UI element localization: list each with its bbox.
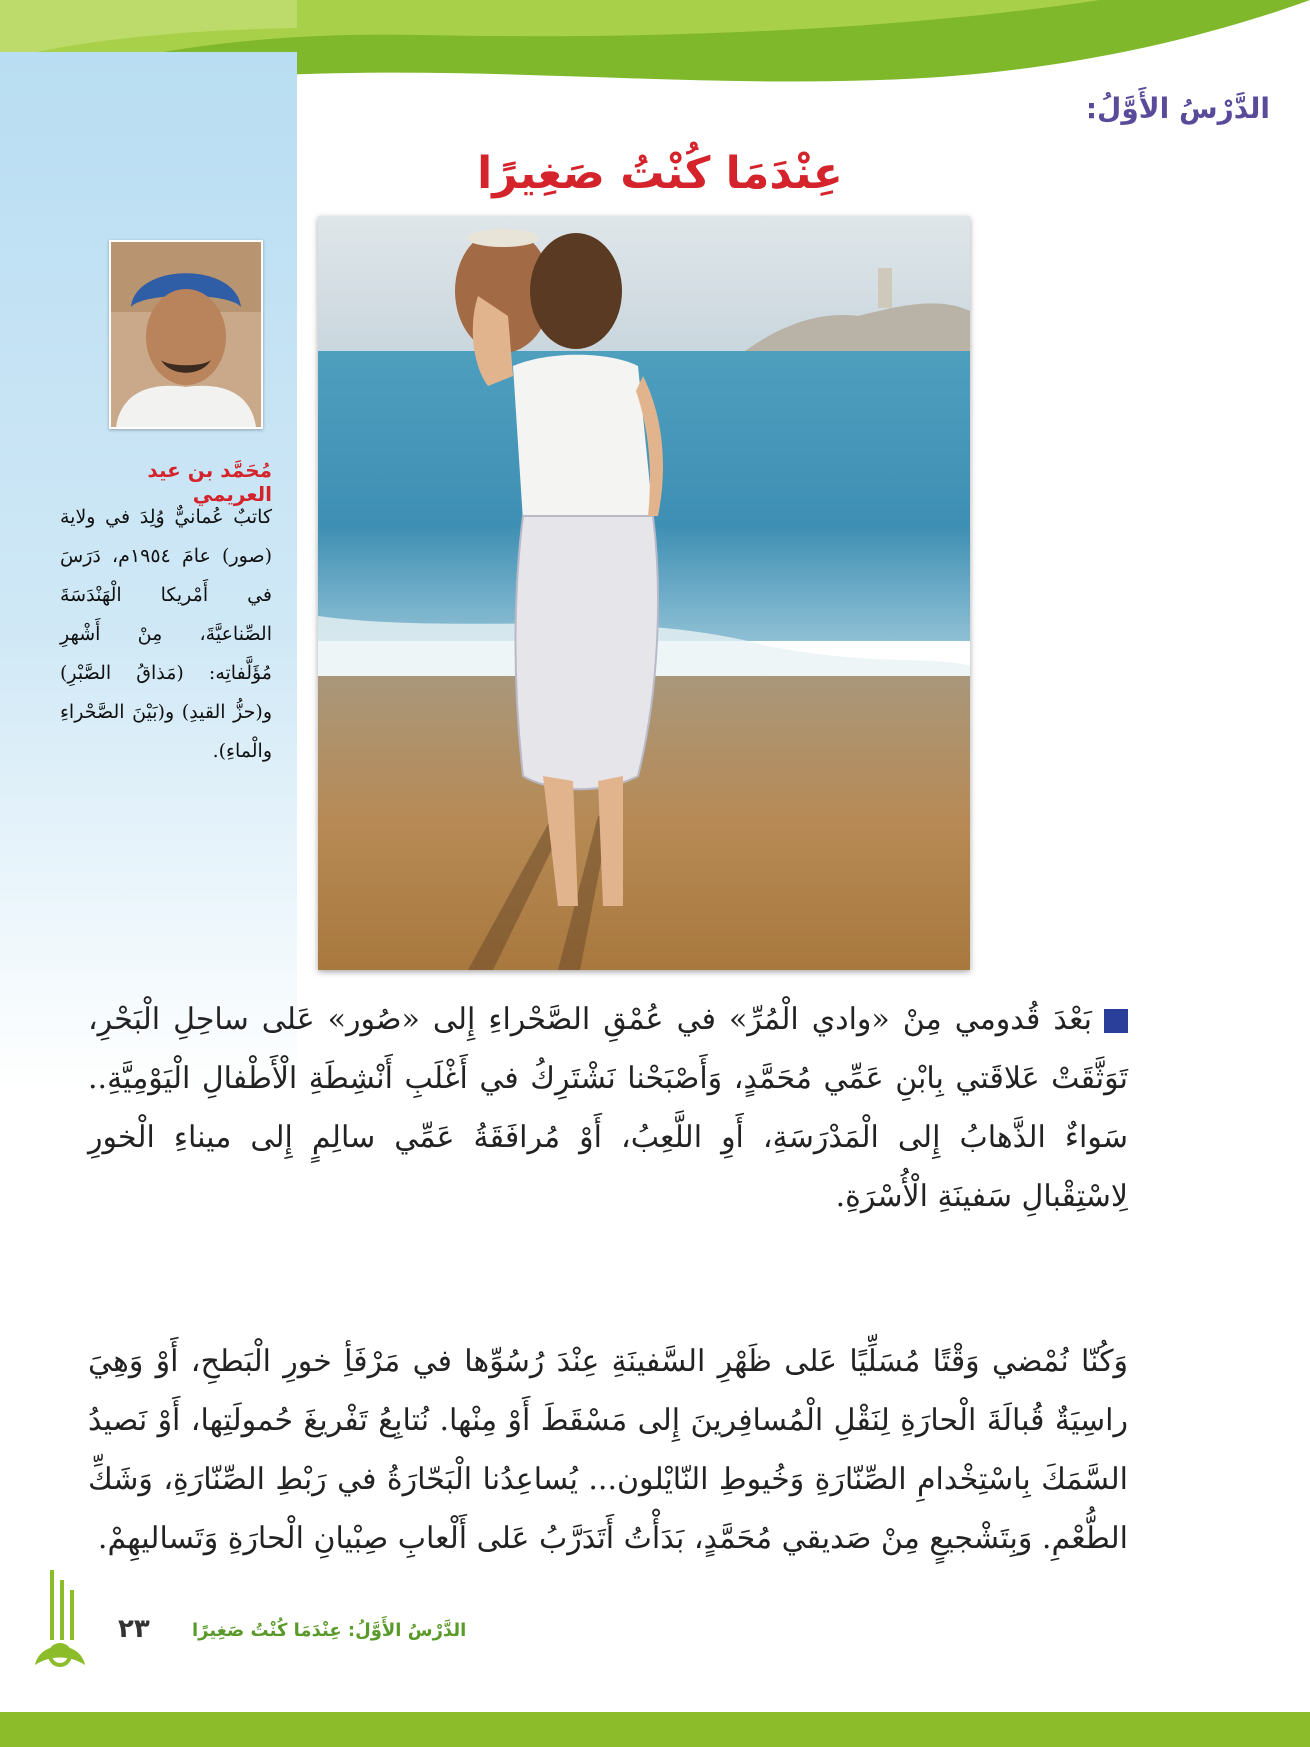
paragraph-bullet-icon — [1104, 1009, 1128, 1033]
lesson-label: الدَّرْسُ الأَوَّلُ: — [1085, 92, 1270, 125]
paragraph-1 — [88, 990, 1128, 1226]
calligraphy-ornament-icon — [30, 1570, 90, 1675]
author-bio: كاتبٌ عُمانيٌّ وُلِدَ في ولاية (صور) عامَ ١٩٥٤م، دَرَسَ في أَمْريكا الْهَنْدَسَةَ الصِّناعيَّةَ، مِنْ أَشْهرِ مُؤَلَّفاتِه: (مَذاقُ الصَّبْرِ) و(حزُّ القيدِ) و(بَيْنَ الصَّحْراءِ والْماءِ). — [60, 506, 273, 762]
author-name: مُحَمَّد بن عيد العريمي — [147, 458, 272, 506]
page-number: ٢٣ — [118, 1614, 150, 1644]
lesson-illustration — [318, 216, 970, 970]
lesson-title: عِنْدَمَا كُنْتُ صَغِيرًا — [477, 148, 843, 199]
footer-bar — [0, 1712, 1310, 1747]
author-photo — [109, 240, 263, 429]
paragraph-1-text: بَعْدَ قُدومي مِنْ «وادي الْمُرِّ» في عُمْقِ الصَّحْراءِ إِلى «صُور» عَلى ساحِلِ الْبَحْرِ، تَوَثَّقَتْ عَلاقَتي بِابْنِ عَمِّي مُحَمَّدٍ، وَأَصْبَحْنا نَشْتَرِكُ في أَغْلَبِ أَنْشِطَةِ الْأَطْفالِ الْيَوْمِيَّةِ.. سَواءٌ الذَّهابُ إِلى الْمَدْرَسَةِ، أَوِ اللَّعِبُ، أَوْ مُرافَقَةُ عَمِّي سالِمٍ إِلى ميناءِ الْخورِ لِاسْتِقْبالِ سَفينَةِ الْأُسْرَةِ. — [88, 1002, 1128, 1214]
footer-lesson-title: الدَّرْسُ الأَوَّلُ: عِنْدَمَا كُنْتُ صَغِيرًا — [192, 1620, 467, 1641]
paragraph-2: وَكُنّا نُمْضي وَقْتًا مُسَلِّيًا عَلى ظَهْرِ السَّفينَةِ عِنْدَ رُسُوِّها في مَرْفَأِ خورِ الْبَطحِ، أَوْ وَهِيَ راسِيَةٌ قُبالَةَ الْحارَةِ لِنَقْلِ الْمُسافِرينَ إِلى مَسْقَطَ أَوْ مِنْها. نُتابِعُ تَفْريغَ حُمولَتِها، أَوْ نَصيدُ السَّمَكَ بِاسْتِخْدامِ الصِّنّارَةِ وَخُيوطِ النّايْلون... يُساعِدُنا الْبَحّارَةُ في رَبْطِ الصِّنّارَةِ، وَشَكِّ الطُّعْمِ. وَبِتَشْجيعٍ مِنْ صَديقي مُحَمَّدٍ، بَدَأْتُ أَتَدَرَّبُ عَلى أَلْعابِ صِبْيانِ الْحارَةِ وَتَساليهِمْ. — [88, 1344, 1128, 1556]
